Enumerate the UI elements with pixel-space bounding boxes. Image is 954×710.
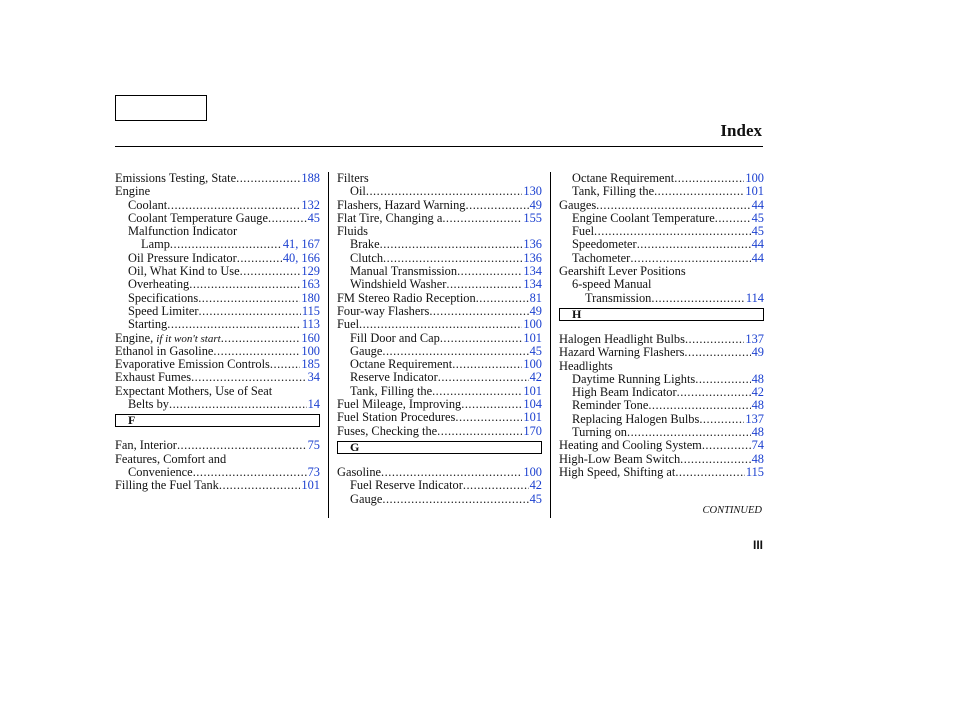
- page-link[interactable]: 75: [307, 439, 320, 453]
- index-entry: [559, 360, 764, 373]
- section-header-g: G: [337, 441, 542, 454]
- index-entry: [337, 332, 542, 345]
- index-entry: [337, 479, 542, 492]
- page-link[interactable]: 101: [523, 331, 542, 345]
- index-entry: [337, 292, 542, 305]
- page-link[interactable]: 41, 167: [282, 238, 320, 252]
- page-link[interactable]: 100: [745, 172, 764, 185]
- dot-leader: [677, 386, 751, 399]
- index-entry: [337, 425, 542, 438]
- page-link[interactable]: 48: [751, 426, 764, 440]
- page-link[interactable]: 134: [523, 278, 542, 292]
- index-entry: [337, 199, 542, 212]
- index-entry: [115, 358, 320, 371]
- entry-text: Transmission: [585, 291, 652, 305]
- index-entry: [559, 373, 764, 386]
- dot-leader: [170, 238, 282, 251]
- index-entry: [337, 225, 542, 238]
- dot-leader: [383, 252, 522, 265]
- index-entry: [115, 466, 320, 479]
- entry-text: Replacing Halogen Bulbs: [572, 412, 700, 426]
- entry-text: Specifications: [128, 291, 199, 305]
- entry-text: Features, Comfort and: [115, 452, 227, 466]
- entry-text: Clutch: [350, 251, 384, 265]
- dot-leader: [270, 358, 301, 371]
- dot-leader: [440, 332, 523, 345]
- dot-leader: [169, 398, 307, 411]
- entry-text: Engine: [115, 185, 151, 199]
- dot-leader: [627, 426, 751, 439]
- page-link[interactable]: 44: [751, 198, 764, 212]
- entry-text: Tachometer: [572, 251, 631, 265]
- page-link[interactable]: 160: [301, 331, 320, 345]
- index-entry: [115, 318, 320, 331]
- dot-leader: [596, 199, 750, 212]
- page-link[interactable]: 48: [751, 452, 764, 466]
- dot-leader: [237, 252, 282, 265]
- index-entry: [115, 199, 320, 212]
- page-link[interactable]: 137: [745, 412, 764, 426]
- index-entry: [559, 212, 764, 225]
- page-link[interactable]: 100: [523, 465, 542, 479]
- dot-leader: [463, 479, 529, 492]
- dot-leader: [191, 371, 307, 384]
- entry-text: Gauges: [559, 198, 597, 212]
- index-entry: [337, 305, 542, 318]
- page-link[interactable]: 115: [745, 465, 764, 479]
- entry-text: Tank, Filling the: [572, 185, 655, 199]
- entry-text: Fuel Station Procedures: [337, 411, 456, 425]
- title-rule: [115, 146, 763, 147]
- entry-text: Lamp: [141, 238, 170, 252]
- dot-leader: [189, 278, 300, 291]
- page-link[interactable]: 132: [301, 198, 320, 212]
- entry-text: Ethanol in Gasoline: [115, 344, 214, 358]
- index-entry: [115, 345, 320, 358]
- page-link[interactable]: 14: [307, 398, 320, 412]
- index-entry: [115, 185, 320, 198]
- page-link[interactable]: 34: [307, 371, 320, 385]
- index-entry: [337, 185, 542, 198]
- page-link[interactable]: 45: [529, 492, 542, 506]
- page-link[interactable]: 185: [301, 358, 320, 372]
- dot-leader: [637, 238, 751, 251]
- entry-text: Fuel: [572, 225, 595, 239]
- entry-text: 6-speed Manual: [572, 278, 652, 292]
- dot-leader: [466, 199, 529, 212]
- entry-text: Engine, if it won't start: [115, 331, 221, 345]
- index-entry: [559, 238, 764, 251]
- entry-text: Convenience: [128, 465, 193, 479]
- index-entry: [559, 278, 764, 291]
- dot-leader: [221, 332, 301, 345]
- index-entry: [115, 238, 320, 251]
- entry-text: Tank, Filling the: [350, 384, 433, 398]
- index-entry: [337, 278, 542, 291]
- dot-leader: [366, 185, 523, 198]
- index-entry: [337, 358, 542, 371]
- index-entry: [337, 212, 542, 225]
- index-entry: [559, 346, 764, 359]
- entry-text: Coolant Temperature Gauge: [128, 211, 268, 225]
- entry-text: Manual Transmission: [350, 265, 458, 279]
- page-link[interactable]: 104: [523, 398, 542, 412]
- index-entry: [337, 238, 542, 251]
- dot-leader: [630, 252, 750, 265]
- index-entry: [115, 371, 320, 384]
- dot-leader: [675, 466, 745, 479]
- page-number: III: [752, 538, 763, 552]
- dot-leader: [685, 333, 744, 346]
- dot-leader: [359, 318, 522, 331]
- index-entry: [559, 265, 764, 278]
- index-column-1: [115, 172, 320, 493]
- dot-leader: [651, 292, 745, 305]
- entry-text: Fuel Reserve Indicator: [350, 479, 463, 493]
- page-link[interactable]: 73: [307, 465, 320, 479]
- index-entry: [115, 252, 320, 265]
- page-link[interactable]: 115: [301, 304, 320, 318]
- section-header-f: F: [115, 414, 320, 427]
- dot-leader: [199, 305, 301, 318]
- entry-text: Daytime Running Lights: [572, 372, 696, 386]
- dot-leader: [240, 265, 301, 278]
- entry-text: Filters: [337, 172, 369, 185]
- entry-text: Reserve Indicator: [350, 371, 438, 385]
- entry-text: Malfunction Indicator: [128, 225, 238, 239]
- index-entry: [337, 318, 542, 331]
- index-entry: [115, 479, 320, 492]
- section-header-h: H: [559, 308, 764, 321]
- dot-leader: [684, 346, 750, 359]
- dot-leader: [680, 453, 750, 466]
- page-link[interactable]: 113: [301, 318, 320, 332]
- page-link[interactable]: 45: [529, 344, 542, 358]
- dot-leader: [198, 292, 300, 305]
- index-entry: [115, 332, 320, 345]
- page-link[interactable]: 155: [523, 211, 542, 225]
- index-entry: [115, 225, 320, 238]
- dot-leader: [715, 212, 751, 225]
- page-link[interactable]: 180: [301, 291, 320, 305]
- page-link[interactable]: 101: [523, 411, 542, 425]
- entry-text: Headlights: [559, 359, 613, 373]
- index-entry: [559, 252, 764, 265]
- page-link[interactable]: 100: [523, 318, 542, 332]
- index-entry: [115, 398, 320, 411]
- dot-leader: [702, 439, 751, 452]
- index-entry: [559, 439, 764, 452]
- page-link[interactable]: 49: [751, 346, 764, 360]
- page-link[interactable]: 100: [523, 358, 542, 372]
- dot-leader: [695, 373, 750, 386]
- dot-leader: [594, 225, 751, 238]
- entry-text: Gauge: [350, 344, 383, 358]
- entry-text: Oil, What Kind to Use: [128, 265, 240, 279]
- page-link[interactable]: 101: [301, 479, 320, 493]
- index-entry: [559, 172, 764, 185]
- entry-text: Starting: [128, 318, 168, 332]
- entry-text: Fan, Interior: [115, 439, 177, 453]
- entry-text: Fluids: [337, 225, 368, 239]
- entry-text: Oil: [350, 185, 366, 199]
- index-entry: [559, 292, 764, 305]
- entry-text: Fuses, Checking the: [337, 424, 438, 438]
- page-link[interactable]: 163: [301, 278, 320, 292]
- index-entry: [559, 199, 764, 212]
- page-link[interactable]: 137: [745, 332, 764, 346]
- index-entry: [337, 466, 542, 479]
- dot-leader: [429, 305, 528, 318]
- entry-text: Gearshift Lever Positions: [559, 265, 686, 279]
- page-link[interactable]: 81: [529, 291, 542, 305]
- index-entry: [559, 333, 764, 346]
- dot-leader: [674, 172, 744, 185]
- page-link[interactable]: 114: [745, 291, 764, 305]
- page-link[interactable]: 45: [751, 225, 764, 239]
- index-entry: [115, 292, 320, 305]
- column-separator: [328, 172, 329, 518]
- dot-leader: [699, 413, 744, 426]
- entry-text: Filling the Fuel Tank: [115, 479, 219, 493]
- entry-text: Windshield Washer: [350, 278, 447, 292]
- dot-leader: [476, 292, 529, 305]
- entry-text: FM Stereo Radio Reception: [337, 291, 476, 305]
- index-entry: [115, 453, 320, 466]
- dot-leader: [432, 385, 522, 398]
- entry-text: High Speed, Shifting at: [559, 465, 676, 479]
- dot-leader: [648, 399, 750, 412]
- page-link[interactable]: 42: [529, 371, 542, 385]
- section-tab-box: [115, 95, 207, 121]
- index-entry: [115, 265, 320, 278]
- index-entry: [337, 265, 542, 278]
- index-entry: [559, 466, 764, 479]
- entry-text: Oil Pressure Indicator: [128, 251, 237, 265]
- entry-text: Emissions Testing, State: [115, 172, 237, 185]
- entry-text: Belts by: [128, 398, 169, 412]
- index-entry: [337, 398, 542, 411]
- page-link[interactable]: 48: [751, 372, 764, 386]
- page-link[interactable]: 101: [523, 384, 542, 398]
- dot-leader: [457, 265, 522, 278]
- page-link[interactable]: 188: [301, 172, 320, 185]
- column-separator: [550, 172, 551, 518]
- dot-leader: [437, 425, 522, 438]
- entry-text: Gauge: [350, 492, 383, 506]
- entry-text: Fill Door and Cap: [350, 331, 440, 345]
- entry-text: Engine Coolant Temperature: [572, 211, 715, 225]
- continued-note: CONTINUED: [702, 505, 762, 516]
- entry-text: Exhaust Fumes: [115, 371, 192, 385]
- dot-leader: [380, 238, 523, 251]
- dot-leader: [177, 439, 307, 452]
- page-link[interactable]: 44: [751, 251, 764, 265]
- index-entry: [337, 493, 542, 506]
- entry-text: Coolant: [128, 198, 168, 212]
- index-entry: [115, 439, 320, 452]
- entry-text: High Beam Indicator: [572, 386, 677, 400]
- page-link[interactable]: 44: [751, 238, 764, 252]
- page-title: Index: [720, 121, 762, 140]
- entry-text: Halogen Headlight Bulbs: [559, 332, 685, 346]
- index-entry: [115, 385, 320, 398]
- dot-leader: [452, 358, 522, 371]
- entry-text: Four-way Flashers: [337, 304, 430, 318]
- index-entry: [559, 453, 764, 466]
- dot-leader: [167, 199, 300, 212]
- entry-text: Speedometer: [572, 238, 637, 252]
- page-link[interactable]: 136: [523, 238, 542, 252]
- dot-leader: [381, 466, 522, 479]
- index-entry: [337, 371, 542, 384]
- dot-leader: [219, 479, 301, 492]
- index-column-2: [337, 172, 542, 506]
- entry-text: Hazard Warning Flashers: [559, 346, 685, 360]
- entry-text: Fuel Mileage, Improving: [337, 398, 462, 412]
- dot-leader: [213, 345, 300, 358]
- dot-leader: [382, 345, 528, 358]
- entry-text: Speed Limiter: [128, 304, 199, 318]
- entry-text: Brake: [350, 238, 380, 252]
- page-link[interactable]: 129: [301, 265, 320, 279]
- dot-leader: [167, 318, 301, 331]
- dot-leader: [654, 185, 744, 198]
- index-entry: [337, 252, 542, 265]
- dot-leader: [455, 411, 522, 424]
- entry-text: Fuel: [337, 318, 360, 332]
- entry-text: Octane Requirement: [350, 358, 453, 372]
- entry-text: Octane Requirement: [572, 172, 675, 185]
- index-entry: [559, 426, 764, 439]
- dot-leader: [268, 212, 307, 225]
- page-link[interactable]: 42: [751, 386, 764, 400]
- index-entry: [115, 305, 320, 318]
- index-entry: [559, 413, 764, 426]
- index-entry: [337, 385, 542, 398]
- index-column-3: [559, 172, 764, 479]
- page-link[interactable]: 100: [301, 344, 320, 358]
- dot-leader: [446, 278, 522, 291]
- index-entry: [115, 278, 320, 291]
- entry-text: Overheating: [128, 278, 190, 292]
- page-link[interactable]: 130: [523, 185, 542, 199]
- entry-text: Flashers, Hazard Warning: [337, 198, 466, 212]
- page-link[interactable]: 101: [745, 185, 764, 199]
- dot-leader: [193, 466, 307, 479]
- entry-text: Expectant Mothers, Use of Seat: [115, 384, 273, 398]
- dot-leader: [438, 371, 529, 384]
- entry-text: High-Low Beam Switch: [559, 452, 681, 466]
- page-link[interactable]: 49: [529, 198, 542, 212]
- index-entry: [559, 386, 764, 399]
- page-link[interactable]: 136: [523, 251, 542, 265]
- entry-text: Turning on: [572, 426, 627, 440]
- page-link[interactable]: 74: [751, 439, 764, 453]
- page-link[interactable]: 49: [529, 304, 542, 318]
- index-entry: [337, 345, 542, 358]
- entry-text: Flat Tire, Changing a: [337, 211, 443, 225]
- index-entry: [559, 225, 764, 238]
- dot-leader: [442, 212, 522, 225]
- page-link[interactable]: 45: [751, 211, 764, 225]
- index-entry: [337, 172, 542, 185]
- dot-leader: [461, 398, 522, 411]
- page-link[interactable]: 45: [307, 211, 320, 225]
- index-entry: [337, 411, 542, 424]
- entry-text: Evaporative Emission Controls: [115, 358, 270, 372]
- dot-leader: [382, 493, 528, 506]
- index-entry: [115, 172, 320, 185]
- entry-text: Reminder Tone: [572, 399, 649, 413]
- entry-text: Gasoline: [337, 465, 382, 479]
- dot-leader: [236, 172, 300, 185]
- page-link[interactable]: 42: [529, 479, 542, 493]
- page-link[interactable]: 40, 166: [282, 251, 320, 265]
- page-link[interactable]: 134: [523, 265, 542, 279]
- page-link[interactable]: 48: [751, 399, 764, 413]
- entry-text: Heating and Cooling System: [559, 439, 702, 453]
- index-entry: [559, 185, 764, 198]
- page-link[interactable]: 170: [523, 424, 542, 438]
- index-entry: [115, 212, 320, 225]
- index-entry: [559, 399, 764, 412]
